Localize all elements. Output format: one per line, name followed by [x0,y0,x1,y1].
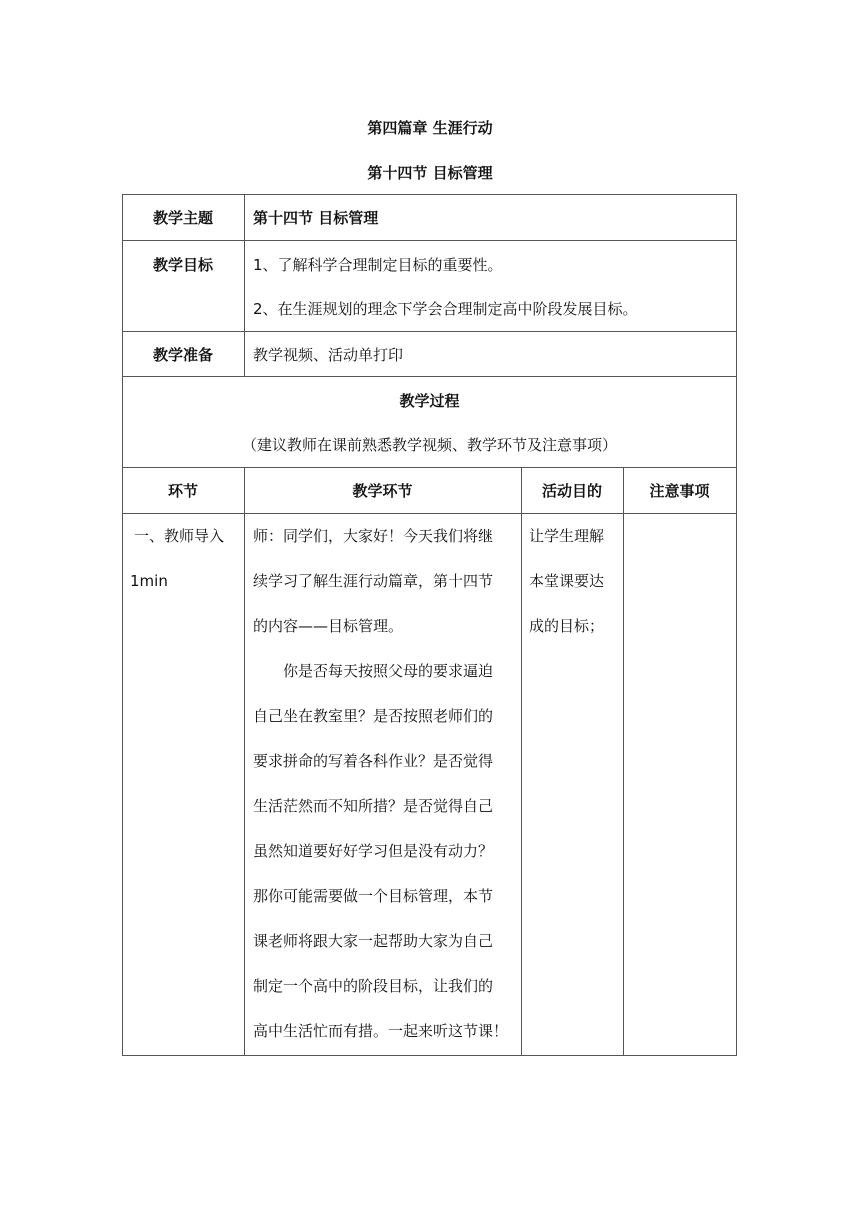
column-header-purpose: 活动目的 [541,482,602,500]
table-border-line [623,467,624,1056]
purpose-line: 本堂课要达 [529,572,605,590]
purpose-line: 让学生理解 [529,527,605,545]
goal-item: 1、了解科学合理制定目标的重要性。 [253,256,503,274]
table-border-line [122,1055,737,1056]
column-header-content: 教学环节 [352,482,413,500]
column-header-stage: 环节 [167,482,198,500]
content-line: 要求拼命的写着各科作业？是否觉得 [253,752,494,770]
content-cell [253,514,519,1054]
content-line: 那你可能需要做一个目标管理，本节 [253,887,494,905]
content-line: 续学习了解生涯行动篇章，第十四节 [253,572,494,590]
process-note: （建议教师在课前熟悉教学视频、教学环节及注意事项） [241,436,617,454]
content-line: 自己坐在教室里？是否按照老师们的 [253,707,494,725]
chapter-title: 第四篇章 生涯行动 [367,119,493,137]
table-border-line [244,467,245,1056]
table-border-line [122,240,737,241]
section-title: 第十四节 目标管理 [367,164,493,182]
theme-value: 第十四节 目标管理 [253,209,379,227]
purpose-line: 成的目标； [529,617,605,635]
content-line: 生活茫然而不知所措？是否觉得自己 [253,797,494,815]
prep-value: 教学视频、活动单打印 [253,346,404,364]
content-line: 师：同学们，大家好！今天我们将继 [253,527,494,545]
table-border-line [521,467,522,1056]
stage-cell [130,514,242,604]
theme-label: 教学主题 [152,209,213,227]
table-border-line [122,467,737,468]
table-border-line [244,194,245,377]
content-line: 制定一个高中的阶段目标，让我们的 [253,977,494,995]
process-title: 教学过程 [399,392,460,410]
goal-item: 2、在生涯规划的理念下学会合理制定高中阶段发展目标。 [253,300,638,318]
table-border-line [122,194,737,195]
table-border-line [122,331,737,332]
lesson-plan-table [122,194,737,1056]
column-header-notes: 注意事项 [649,482,710,500]
content-line: 虽然知道要好好学习但是没有动力？ [253,842,494,860]
content-line: 高中生活忙而有措。一起来听这节课！ [253,1022,509,1040]
content-line: 你是否每天按照父母的要求逼迫 [283,662,494,680]
prep-label: 教学准备 [152,346,213,364]
goal-label: 教学目标 [152,256,213,274]
stage-name: 一、教师导入 [134,527,225,545]
table-border-line [736,194,737,1056]
purpose-cell [529,514,621,649]
stage-duration: 1min [130,572,168,590]
content-line: 课老师将跟大家一起帮助大家为自己 [253,932,494,950]
table-border-line [122,376,737,377]
table-border-line [122,194,123,1056]
content-line: 的内容——目标管理。 [253,617,404,635]
